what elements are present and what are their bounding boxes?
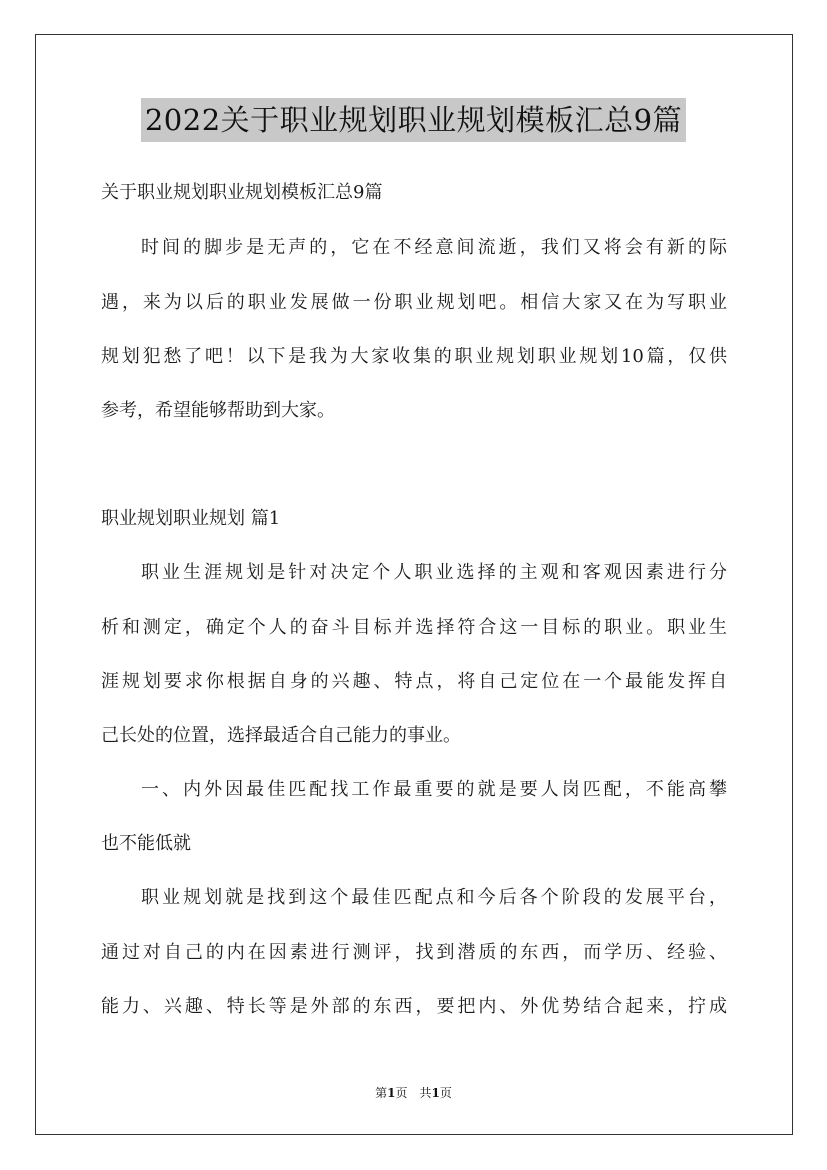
page-footer [0, 1085, 827, 1101]
footer-total-pages: 1 [431, 1086, 440, 1100]
para2-line-2: 也不能低就 [101, 833, 191, 854]
footer-prefix: 第 [375, 1086, 388, 1100]
footer-suffix: 页 [439, 1086, 452, 1100]
intro-line-3: 规划犯愁了吧！以下是我为大家收集的职业规划职业规划10篇，仅供 [101, 346, 727, 367]
para3-line-2: 通过对自己的内在因素进行测评，找到潜质的东西，而学历、经验、 [101, 942, 727, 963]
section-heading: 职业规划职业规划 篇1 [101, 508, 281, 529]
para3-line-3: 能力、兴趣、特长等是外部的东西，要把内、外优势结合起来，拧成 [101, 996, 727, 1017]
intro-line-4: 参考，希望能够帮助到大家。 [101, 400, 335, 421]
title-container [0, 98, 827, 142]
para2-line-1: 一、内外因最佳匹配找工作最重要的就是要人岗匹配，不能高攀 [141, 779, 727, 800]
para1-line-1: 职业生涯规划是针对决定个人职业选择的主观和客观因素进行分 [141, 562, 727, 583]
footer-current-page: 1 [387, 1086, 396, 1100]
para3-line-1: 职业规划就是找到这个最佳匹配点和今后各个阶段的发展平台， [141, 887, 727, 908]
para1-line-3: 涯规划要求你根据自身的兴趣、特点，将自己定位在一个最能发挥自 [101, 671, 727, 692]
document-title: 2022关于职业规划职业规划模板汇总9篇 [141, 98, 686, 142]
footer-middle: 页 共 [395, 1086, 432, 1100]
intro-line-2: 遇，来为以后的职业发展做一份职业规划吧。相信大家又在为写职业 [101, 292, 727, 313]
intro-line-1: 时间的脚步是无声的，它在不经意间流逝，我们又将会有新的际 [141, 237, 727, 258]
para1-line-4: 己长处的位置，选择最适合自己能力的事业。 [101, 725, 461, 746]
para1-line-2: 析和测定，确定个人的奋斗目标并选择符合这一目标的职业。职业生 [101, 617, 727, 638]
subtitle-line: 关于职业规划职业规划模板汇总9篇 [101, 182, 383, 203]
